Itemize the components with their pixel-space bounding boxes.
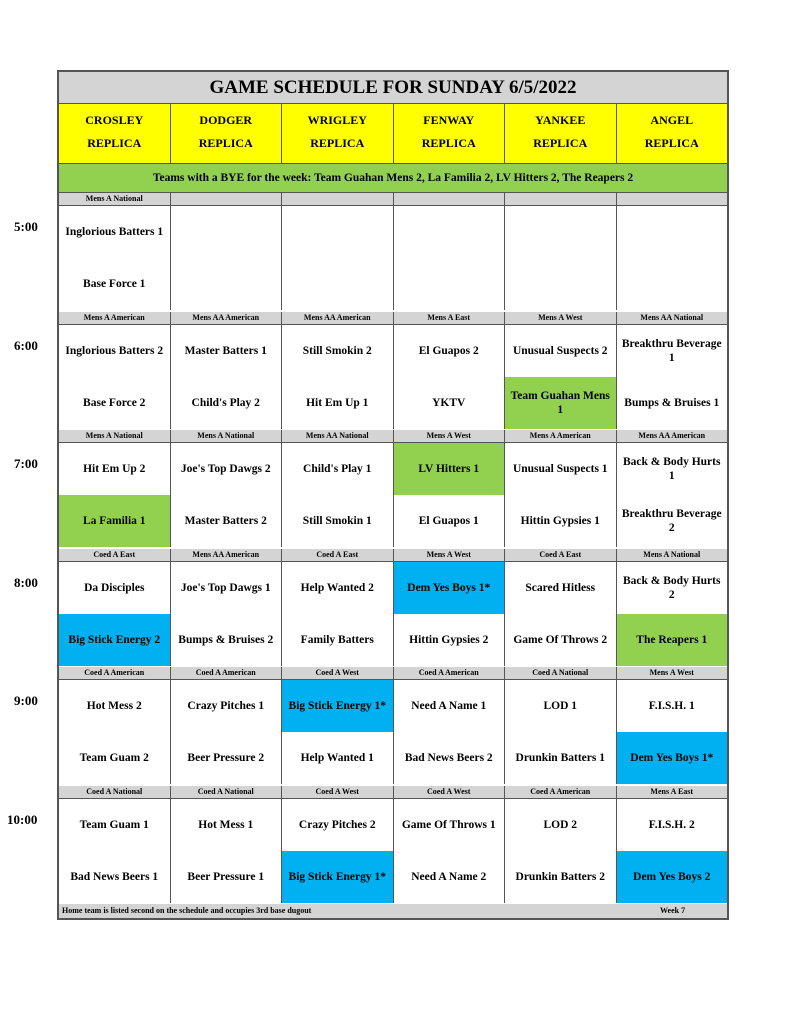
home-team: Drunkin Batters 2 xyxy=(515,870,605,883)
game-cell xyxy=(59,680,171,784)
game-cell xyxy=(59,562,171,666)
away-team: Breakthru Beverage 1 xyxy=(621,337,722,364)
home-team: Hittin Gypsies 2 xyxy=(409,633,489,646)
division-label xyxy=(171,193,283,205)
home-team: Hit Em Up 1 xyxy=(306,396,369,409)
game-cell xyxy=(505,799,617,903)
division-row xyxy=(59,430,727,443)
division-row xyxy=(59,312,727,325)
home-team: The Reapers 1 xyxy=(617,614,728,666)
field-header xyxy=(59,104,171,163)
division-label: Coed A National xyxy=(505,667,617,679)
division-row xyxy=(59,667,727,680)
field-header xyxy=(394,104,506,163)
game-cell xyxy=(617,562,728,666)
time-slot-block xyxy=(59,549,727,666)
game-cell xyxy=(282,680,394,784)
division-label: Mens A West xyxy=(649,668,694,677)
time-label: 10:00 xyxy=(7,811,38,827)
home-team: Help Wanted 1 xyxy=(300,752,374,764)
home-team xyxy=(394,258,505,310)
home-team xyxy=(282,258,393,310)
home-team: Drunkin Batters 1 xyxy=(515,752,605,764)
game-cell xyxy=(505,325,617,429)
away-team: Child's Play 1 xyxy=(303,463,372,475)
division-label: Mens A East xyxy=(394,312,506,324)
away-team: Inglorious Batters 1 xyxy=(65,226,164,238)
field-name: FENWAY xyxy=(423,113,475,127)
footer-bar xyxy=(59,904,727,918)
field-name: WRIGLEY xyxy=(307,113,367,127)
away-team: Big Stick Energy 1* xyxy=(282,680,393,732)
game-cell xyxy=(394,680,506,784)
home-team: Team Guahan Mens 1 xyxy=(505,377,616,429)
time-label: 9:00 xyxy=(14,693,38,708)
time-slot-block xyxy=(59,786,727,903)
division-label: Coed A American xyxy=(59,667,171,679)
division-label: Coed A East xyxy=(282,549,394,561)
division-row xyxy=(59,549,727,562)
away-team xyxy=(171,206,282,258)
away-team: Crazy Pitches 2 xyxy=(298,818,376,831)
game-cell xyxy=(171,325,283,429)
division-label: Mens AA American xyxy=(171,549,283,561)
home-team: Big Stick Energy 2 xyxy=(59,614,170,666)
home-team: Hittin Gypsies 1 xyxy=(520,515,600,527)
game-cell xyxy=(282,206,394,310)
division-label: Coed A West xyxy=(282,786,394,798)
game-cell xyxy=(59,206,171,310)
division-label: Mens A West xyxy=(505,312,617,324)
time-slot-block xyxy=(59,193,727,310)
week-label: Week 7 xyxy=(660,906,686,915)
away-team: Help Wanted 2 xyxy=(300,581,374,594)
field-name: CROSLEY xyxy=(85,113,144,127)
field-header xyxy=(171,104,283,163)
game-cell xyxy=(171,799,283,903)
page-title: GAME SCHEDULE FOR SUNDAY 6/5/2022 xyxy=(59,72,727,104)
field-sub: REPLICA xyxy=(310,136,365,150)
field-header xyxy=(505,104,617,163)
home-team: Breakthru Beverage 2 xyxy=(621,508,722,534)
game-cell xyxy=(59,443,171,547)
game-cell xyxy=(171,206,283,310)
home-team xyxy=(617,258,728,310)
away-team: Game Of Throws 1 xyxy=(401,818,496,831)
away-team: Dem Yes Boys 1* xyxy=(394,562,505,614)
division-row xyxy=(59,193,727,206)
field-sub: REPLICA xyxy=(644,136,699,150)
division-label: Coed A West xyxy=(282,667,394,679)
division-label: Coed A National xyxy=(171,786,283,798)
field-sub: REPLICA xyxy=(421,136,476,150)
game-cell xyxy=(394,206,506,310)
game-cell xyxy=(171,443,283,547)
home-team: Family Batters xyxy=(300,633,374,646)
division-label: Mens AA American xyxy=(171,312,283,324)
away-team: F.I.S.H. 1 xyxy=(648,700,695,712)
home-team: Still Smokin 1 xyxy=(302,515,372,527)
division-label: Mens AA American xyxy=(282,312,394,324)
division-label: Mens A National xyxy=(643,549,701,559)
division-label: Mens A West xyxy=(394,549,506,561)
division-label xyxy=(394,193,506,205)
game-cell xyxy=(394,799,506,903)
division-label: Mens A American xyxy=(59,312,171,324)
game-cell xyxy=(617,325,728,429)
field-sub: REPLICA xyxy=(87,136,142,150)
time-slot-block xyxy=(59,312,727,429)
home-team: Big Stick Energy 1* xyxy=(282,851,393,903)
games-row xyxy=(59,325,727,429)
division-label: Coed A American xyxy=(171,667,283,679)
field-sub: REPLICA xyxy=(533,136,588,150)
division-label: Mens A West xyxy=(394,430,506,442)
division-label: Mens AA National xyxy=(640,312,704,322)
away-team: Master Batters 1 xyxy=(184,344,267,357)
home-team: Beer Pressure 1 xyxy=(187,870,265,883)
division-label xyxy=(505,193,617,205)
game-cell xyxy=(59,325,171,429)
home-team: Bumps & Bruises 2 xyxy=(178,633,274,646)
away-team: LOD 2 xyxy=(543,818,578,831)
away-team: Crazy Pitches 1 xyxy=(187,700,265,712)
home-team: La Familia 1 xyxy=(59,495,170,547)
game-cell xyxy=(394,443,506,547)
home-team: YKTV xyxy=(432,396,466,409)
home-team: Bad News Beers 1 xyxy=(70,870,159,883)
home-team: El Guapos 1 xyxy=(418,515,479,527)
away-team: Unusual Suspects 1 xyxy=(512,463,608,475)
away-team: Da Disciples xyxy=(84,581,145,594)
time-slot-block xyxy=(59,430,727,547)
away-team: Joe's Top Dawgs 2 xyxy=(180,463,271,475)
away-team: Hot Mess 2 xyxy=(86,700,142,712)
division-label: Mens A East xyxy=(650,786,694,796)
field-name: DODGER xyxy=(199,113,253,127)
division-label: Mens AA American xyxy=(638,431,706,440)
home-team: Team Guam 2 xyxy=(79,752,149,764)
home-team: Base Force 2 xyxy=(83,396,146,409)
away-team: Need A Name 1 xyxy=(411,700,487,712)
game-cell xyxy=(282,799,394,903)
away-team xyxy=(617,206,728,258)
division-label: Mens A American xyxy=(505,430,617,442)
game-cell xyxy=(282,562,394,666)
away-team: Unusual Suspects 2 xyxy=(512,344,608,357)
game-cell xyxy=(505,206,617,310)
game-cell xyxy=(171,680,283,784)
division-label: Mens AA National xyxy=(282,430,394,442)
division-label: Coed A American xyxy=(394,667,506,679)
field-header-row xyxy=(59,104,727,164)
home-team xyxy=(505,258,616,310)
game-cell xyxy=(282,443,394,547)
home-team: Master Batters 2 xyxy=(184,515,267,527)
home-team: Child's Play 2 xyxy=(191,396,260,409)
away-team: Hot Mess 1 xyxy=(198,818,254,831)
home-team: Game Of Throws 2 xyxy=(513,633,608,646)
field-header xyxy=(282,104,394,163)
games-row xyxy=(59,799,727,903)
time-label: 8:00 xyxy=(14,574,38,590)
time-label: 6:00 xyxy=(14,337,38,353)
away-team: LV Hitters 1 xyxy=(394,443,505,495)
time-label: 5:00 xyxy=(14,219,38,234)
game-cell xyxy=(394,325,506,429)
away-team: Inglorious Batters 2 xyxy=(65,344,164,357)
game-cell xyxy=(505,562,617,666)
division-label xyxy=(617,193,728,205)
division-label: Mens A National xyxy=(171,430,283,442)
away-team xyxy=(282,206,393,258)
field-name: YANKEE xyxy=(535,113,586,127)
away-team: Back & Body Hurts 2 xyxy=(623,574,721,601)
field-header xyxy=(617,104,728,163)
home-team: Dem Yes Boys 1* xyxy=(617,732,728,784)
games-row xyxy=(59,562,727,666)
game-cell xyxy=(617,799,728,903)
away-team: F.I.S.H. 2 xyxy=(648,818,695,831)
away-team: Team Guam 1 xyxy=(79,818,149,831)
home-team: Bad News Beers 2 xyxy=(404,752,493,764)
game-cell xyxy=(282,325,394,429)
game-cell xyxy=(394,562,506,666)
games-row xyxy=(59,443,727,547)
division-label: Mens A National xyxy=(59,193,171,205)
away-team: Hit Em Up 2 xyxy=(83,463,146,475)
home-team xyxy=(171,258,282,310)
home-team: Dem Yes Boys 2 xyxy=(617,851,728,903)
home-team: Bumps & Bruises 1 xyxy=(624,396,720,409)
home-team: Base Force 1 xyxy=(83,278,146,290)
away-team xyxy=(505,206,616,258)
away-team: Joe's Top Dawgs 1 xyxy=(180,581,271,594)
away-team: El Guapos 2 xyxy=(418,344,479,357)
away-team xyxy=(394,206,505,258)
home-team: Beer Pressure 2 xyxy=(187,752,265,764)
game-cell xyxy=(505,680,617,784)
away-team: Back & Body Hurts 1 xyxy=(623,456,721,482)
home-team: Need A Name 2 xyxy=(411,870,487,883)
games-row xyxy=(59,206,727,310)
game-cell xyxy=(617,206,728,310)
division-label: Coed A West xyxy=(394,786,506,798)
division-label: Mens A National xyxy=(59,430,171,442)
field-sub: REPLICA xyxy=(198,136,253,150)
division-label: Coed A East xyxy=(505,549,617,561)
games-row xyxy=(59,680,727,784)
division-row xyxy=(59,786,727,799)
time-slot-block xyxy=(59,667,727,784)
away-team: LOD 1 xyxy=(543,700,578,712)
schedule-sheet xyxy=(57,70,729,920)
division-label: Coed A National xyxy=(59,786,171,798)
division-label: Coed A East xyxy=(59,549,171,561)
game-cell xyxy=(505,443,617,547)
bye-banner: Teams with a BYE for the week: Team Guahan Mens 2, La Familia 2, LV Hitters 2, The Reapers 2 xyxy=(59,164,727,193)
time-label: 7:00 xyxy=(14,456,38,471)
away-team: Scared Hitless xyxy=(525,581,596,594)
field-name: ANGEL xyxy=(650,113,694,127)
game-cell xyxy=(59,799,171,903)
game-cell xyxy=(171,562,283,666)
game-cell xyxy=(617,680,728,784)
away-team: Still Smokin 2 xyxy=(302,344,372,357)
footer-note: Home team is listed second on the schedule and occupies 3rd base dugout xyxy=(62,906,312,915)
game-cell xyxy=(617,443,728,547)
division-label: Coed A American xyxy=(505,786,617,798)
division-label xyxy=(282,193,394,205)
